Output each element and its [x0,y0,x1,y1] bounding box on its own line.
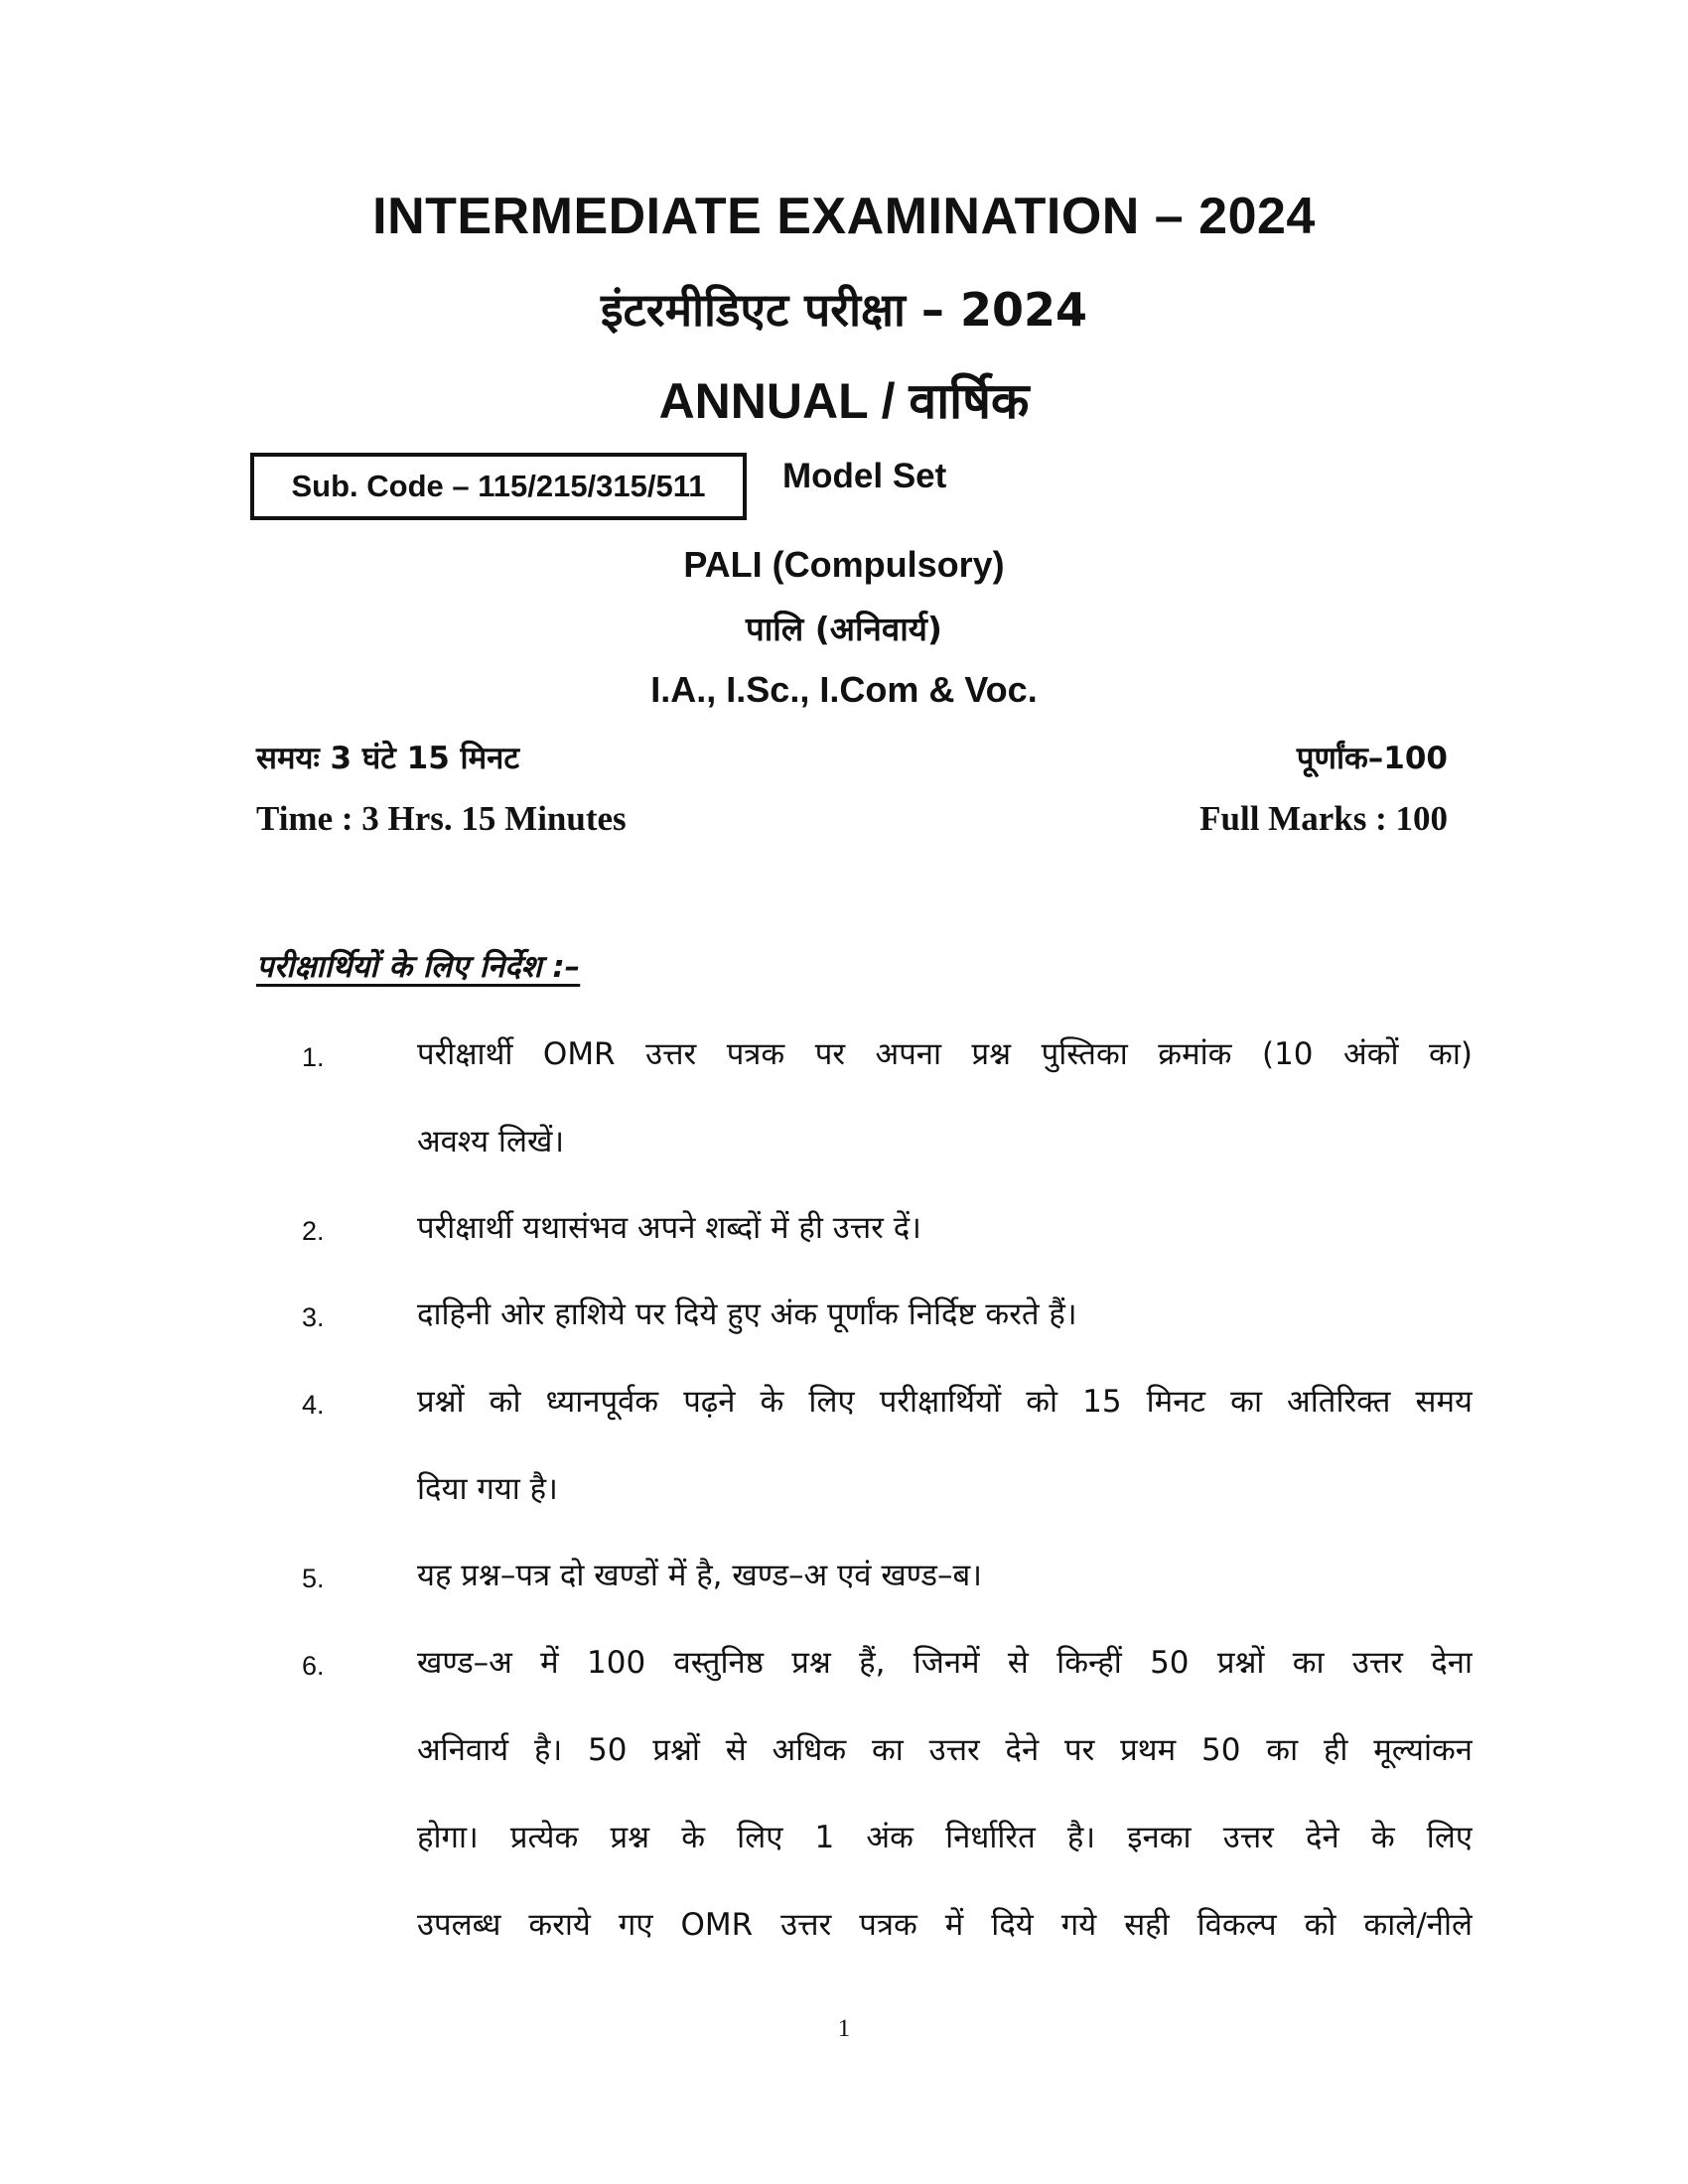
instruction-number: 4. [302,1390,325,1420]
instruction-number: 6. [302,1651,325,1681]
time-english: Time : 3 Hrs. 15 Minutes [256,799,627,838]
instruction-line: प्रश्नों को ध्यानपूर्वक पढ़ने के लिए परीक्षार्थियों को 15 मिनट का अतिरिक्त समय [417,1384,1473,1420]
full-marks-hindi: पूर्णांक–100 [1296,741,1448,776]
instruction-line: दाहिनी ओर हाशिये पर दिये हुए अंक पूर्णांक निर्दिष्ट करते हैं। [417,1297,1077,1332]
instruction-line: उपलब्ध कराये गए OMR उत्तर पत्रक में दिये गये सही विकल्प को काले/नीले [417,1907,1473,1943]
instruction-line: यह प्रश्न–पत्र दो खण्डों में है, खण्ड–अ एवं खण्ड–ब। [417,1558,982,1593]
time-hindi: समयः 3 घंटे 15 मिनट [256,741,519,776]
page-number: 1 [837,2015,851,2042]
instruction-line: खण्ड–अ में 100 वस्तुनिष्ठ प्रश्न हैं, जिनमें से किन्हीं 50 प्रश्नों का उत्तर देना [417,1645,1473,1681]
model-set-label: Model Set [782,457,947,495]
streams-line: I.A., I.Sc., I.Com & Voc. [650,669,1038,710]
instructions-heading: परीक्षार्थियों के लिए निर्देश :– [256,949,581,985]
subject-name-hindi: पालि (अनिवार्य) [746,610,942,648]
instruction-number: 3. [302,1302,325,1332]
instruction-number: 5. [302,1564,325,1593]
instruction-line: परीक्षार्थी यथासंभव अपने शब्दों में ही उत्तर दें। [417,1210,921,1246]
subject-code: Sub. Code – 115/215/315/511 [291,469,706,503]
instruction-number: 1. [302,1042,325,1072]
instruction-line: परीक्षार्थी OMR उत्तर पत्रक पर अपना प्रश्न पुस्तिका क्रमांक (10 अंकों का) [417,1036,1473,1072]
exam-title-english: INTERMEDIATE EXAMINATION – 2024 [372,188,1316,245]
full-marks-english: Full Marks : 100 [1199,799,1448,838]
exam-title-hindi: इंटरमीडिएट परीक्षा – 2024 [601,283,1087,337]
subject-name-english: PALI (Compulsory) [683,544,1005,585]
annual-label: ANNUAL / वार्षिक [658,373,1030,429]
instruction-number: 2. [302,1216,325,1246]
instruction-line: अनिवार्य है। 50 प्रश्नों से अधिक का उत्तर देने पर प्रथम 50 का ही मूल्यांकन [417,1732,1473,1768]
instruction-line: अवश्य लिखें। [417,1124,565,1160]
instruction-line: दिया गया है। [417,1471,558,1507]
instruction-line: होगा। प्रत्येक प्रश्न के लिए 1 अंक निर्धारित है। इनका उत्तर देने के लिए [417,1820,1473,1855]
